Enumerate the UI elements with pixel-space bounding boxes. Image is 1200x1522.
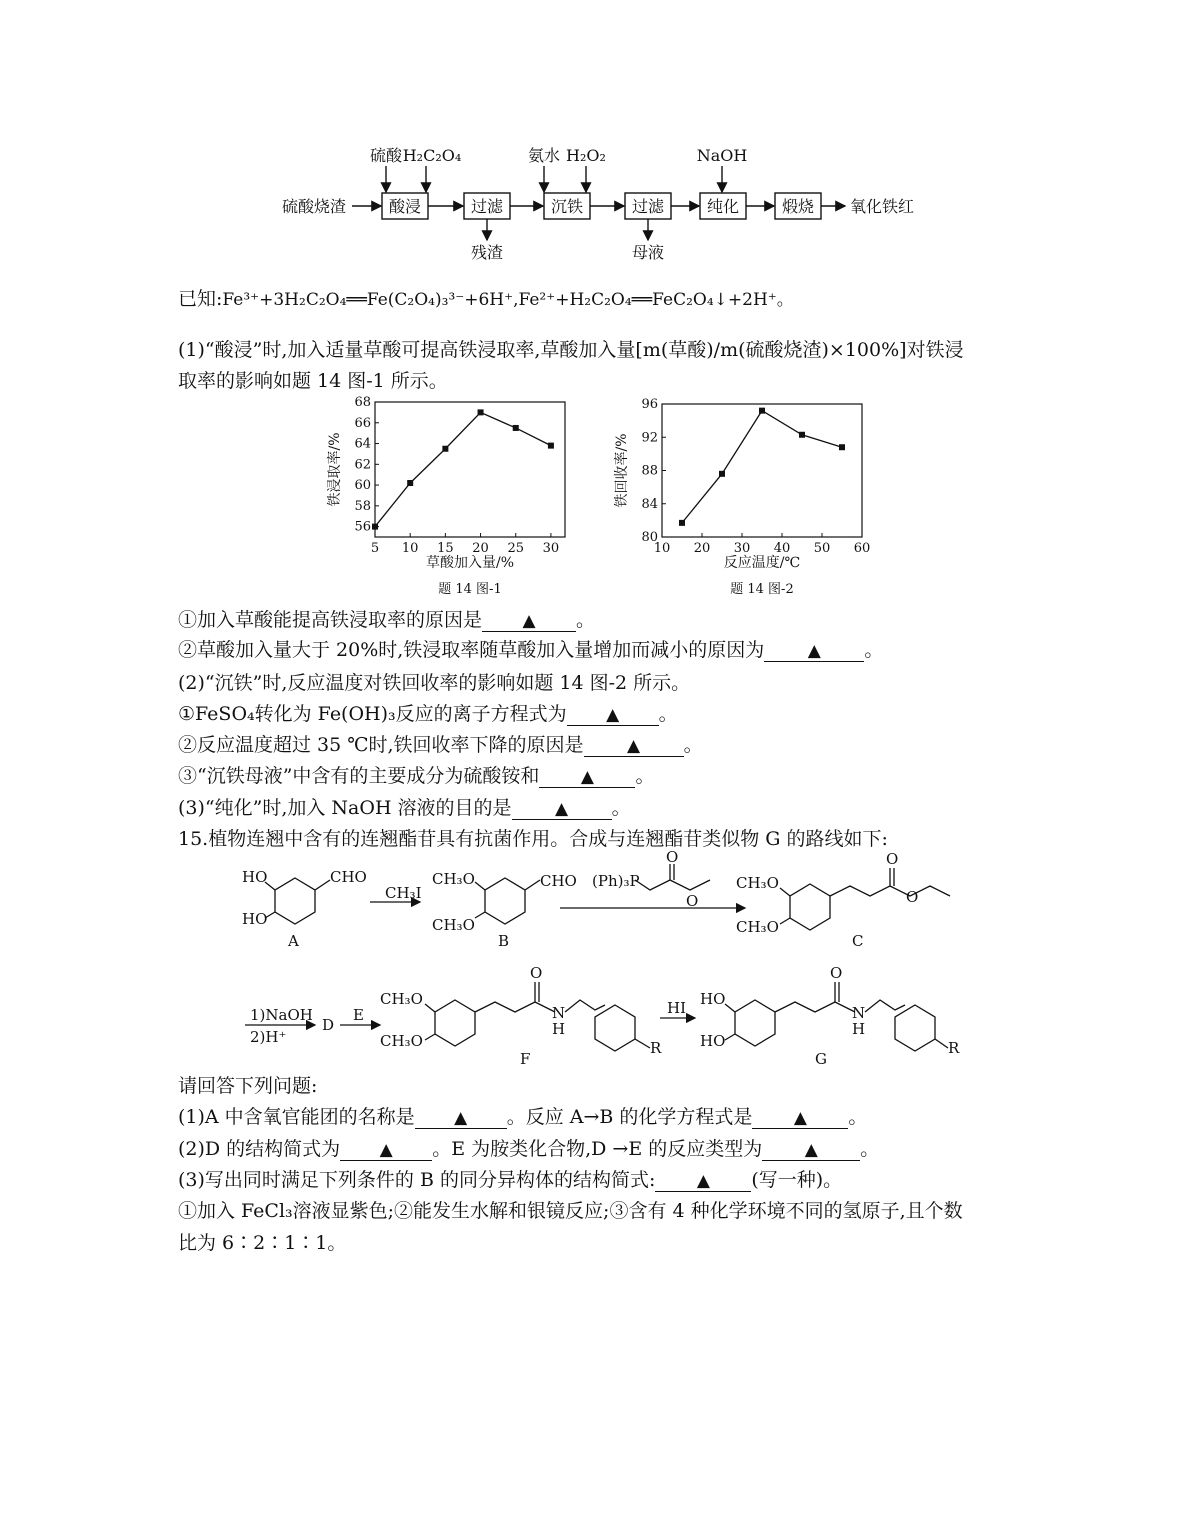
input-h2o2: H₂O₂: [566, 146, 606, 165]
input-ammonia: 氨水: [527, 146, 561, 165]
answer-blank[interactable]: ▲: [584, 736, 684, 757]
y-tick-label: 68: [354, 395, 371, 410]
q15-3-text: (3)写出同时满足下列条件的 B 的同分异构体的结构简式:: [178, 1169, 656, 1191]
data-point: [442, 446, 448, 452]
plot-frame: [375, 402, 565, 537]
a-ho-1: HO: [242, 868, 268, 886]
f-meo-1: CH₃O: [380, 990, 423, 1008]
data-point: [372, 524, 378, 530]
q1-sub1-text: ①加入草酸能提高铁浸取率的原因是: [178, 609, 483, 631]
y-tick-label: 92: [641, 430, 658, 446]
label-d: D: [322, 1016, 335, 1034]
f-h: H: [552, 1020, 566, 1038]
reagent-hi: HI: [667, 999, 687, 1017]
y-axis-label: 铁浸取率/%: [327, 432, 343, 507]
chart-caption: 题 14 图-2: [730, 582, 794, 597]
reagent-naoh: 1)NaOH: [250, 1006, 313, 1024]
data-point: [679, 520, 685, 526]
y-tick-label: 58: [354, 498, 371, 514]
q2-sub2: [178, 732, 703, 758]
answer-blank[interactable]: ▲: [415, 1108, 507, 1129]
plot-frame: [662, 404, 862, 537]
period: 。: [576, 609, 596, 631]
flow-end: 氧化铁红: [850, 197, 915, 216]
c-meo-2: CH₃O: [736, 918, 779, 936]
c-o: O: [886, 850, 899, 868]
period: 。: [848, 1106, 868, 1128]
b-meo-1: CH₃O: [432, 870, 475, 888]
f-o: O: [530, 964, 543, 982]
q15-1: [178, 1104, 867, 1130]
box-calcine: 煅烧: [781, 197, 815, 216]
q2-sub3-text: ③“沉铁母液”中含有的主要成分为硫酸铵和: [178, 765, 540, 787]
q15-1b-text: 反应 A→B 的化学方程式是: [525, 1106, 753, 1128]
reagent-e: E: [353, 1006, 364, 1024]
q1-sub2-text: ②草酸加入量大于 20%时,铁浸取率随草酸加入量增加而减小的原因为: [178, 639, 765, 661]
period: 。: [635, 765, 655, 787]
synthesis-scheme: [230, 850, 990, 1075]
x-tick-label: 30: [733, 541, 751, 556]
q15-2b-text: E 为胺类化合物,D →E 的反应类型为: [451, 1138, 763, 1160]
data-point: [407, 480, 413, 486]
known-equations: [178, 286, 794, 313]
data-point: [839, 444, 845, 450]
x-tick-label: 50: [813, 541, 831, 556]
chart-temp-recovery: [612, 392, 882, 602]
data-point: [759, 408, 765, 414]
q2: (2)“沉铁”时,反应温度对铁回收率的影响如题 14 图-2 所示。: [178, 672, 691, 694]
q1-line1: (1)“酸浸”时,加入适量草酸可提高铁浸取率,草酸加入量[m(草酸)/m(硫酸烧渣)×100%]对铁浸: [178, 339, 964, 361]
g-h: H: [852, 1020, 866, 1038]
q2-sub3: [178, 763, 654, 789]
input-sulfuric: 硫酸: [369, 146, 403, 165]
y-tick-label: 96: [641, 397, 658, 412]
period: 。: [432, 1138, 452, 1160]
y-tick-label: 88: [641, 463, 658, 479]
output-residue: 残渣: [470, 243, 504, 262]
answer-blank[interactable]: ▲: [762, 1140, 860, 1161]
q3: [178, 795, 631, 821]
q2-sub1: [178, 701, 678, 727]
conditions-line1: ①加入 FeCl₃溶液显紫色;②能发生水解和银镜反应;③含有 4 种化学环境不同的氢原子,且个数: [178, 1200, 963, 1222]
x-tick-label: 60: [853, 541, 871, 556]
process-flow-diagram: [270, 140, 950, 270]
output-mother: 母液: [631, 243, 665, 262]
a-ho-2: HO: [242, 910, 268, 928]
label-c: C: [852, 932, 864, 950]
label-g: G: [815, 1050, 827, 1068]
series-line: [682, 411, 842, 523]
data-point: [799, 432, 805, 438]
label-a: A: [288, 932, 299, 950]
label-f: F: [520, 1050, 531, 1068]
label-b: B: [498, 932, 510, 950]
box-purify: 纯化: [706, 197, 740, 216]
x-tick-label: 10: [653, 541, 671, 556]
b-cho: CHO: [540, 872, 577, 890]
input-naoh: NaOH: [696, 146, 748, 165]
x-tick-label: 25: [507, 541, 525, 556]
y-tick-label: 80: [641, 530, 658, 545]
period: 。: [683, 734, 703, 756]
series-line: [375, 412, 551, 526]
q15-3: [178, 1167, 842, 1193]
box-acid-leach: 酸浸: [388, 197, 422, 216]
x-tick-label: 20: [472, 541, 489, 556]
q2-sub1-text: ①FeSO₄转化为 Fe(OH)₃反应的离子方程式为: [178, 703, 567, 725]
reagent-ch3i: CH₃I: [385, 884, 422, 902]
x-axis-label: 反应温度/℃: [723, 555, 801, 571]
wittig-o2: O: [686, 892, 699, 910]
b-meo-2: CH₃O: [432, 916, 475, 934]
known-eq: Fe³⁺+3H₂C₂O₄══Fe(C₂O₄)₃³⁻+6H⁺,Fe²⁺+H₂C₂O₄══FeC₂O₄↓+2H⁺。: [222, 290, 794, 310]
box-precipitate: 沉铁: [550, 197, 584, 216]
x-tick-label: 20: [693, 541, 711, 556]
data-point: [719, 471, 725, 477]
answer-blank[interactable]: ▲: [764, 641, 864, 662]
ask: 请回答下列问题:: [178, 1075, 318, 1097]
q15-1-text: (1)A 中含氧官能团的名称是: [178, 1106, 415, 1128]
period: 。: [860, 1138, 880, 1160]
q3-text: (3)“纯化”时,加入 NaOH 溶液的目的是: [178, 797, 512, 819]
x-tick-label: 5: [370, 541, 380, 556]
answer-blank[interactable]: ▲: [567, 705, 659, 726]
x-tick-label: 40: [773, 541, 791, 556]
x-tick-label: 15: [437, 541, 454, 556]
q15-3-tail: (写一种)。: [751, 1169, 843, 1191]
x-axis-label: 草酸加入量/%: [425, 555, 515, 571]
flow-start: 硫酸烧渣: [282, 197, 347, 216]
data-point: [478, 409, 484, 415]
f-r: R: [650, 1039, 662, 1057]
answer-blank[interactable]: ▲: [512, 799, 612, 820]
q1-sub1: [178, 607, 595, 633]
y-tick-label: 64: [354, 436, 371, 452]
answer-blank[interactable]: ▲: [539, 767, 635, 788]
g-ho-2: HO: [700, 1032, 726, 1050]
wittig-o: O: [666, 850, 679, 866]
c-meo-1: CH₃O: [736, 874, 779, 892]
g-ho-1: HO: [700, 990, 726, 1008]
g-n: N: [852, 1004, 866, 1022]
reagent-hplus: 2)H⁺: [250, 1028, 287, 1046]
chart-oxalic-leach: [320, 392, 580, 602]
conditions-line2: 比为 6∶2∶1∶1。: [178, 1232, 347, 1254]
answer-blank[interactable]: ▲: [655, 1171, 751, 1192]
period: 。: [864, 639, 884, 661]
y-tick-label: 84: [641, 496, 658, 512]
data-point: [513, 425, 519, 431]
answer-blank[interactable]: ▲: [752, 1108, 848, 1129]
q15-2-text: (2)D 的结构简式为: [178, 1138, 341, 1160]
box-filter-1: 过滤: [470, 197, 504, 216]
g-r: R: [948, 1039, 960, 1057]
f-n: N: [552, 1004, 566, 1022]
q1-line2: 取率的影响如题 14 图-1 所示。: [178, 370, 448, 392]
x-tick-label: 30: [542, 541, 560, 556]
chart-caption: 题 14 图-1: [438, 582, 502, 597]
answer-blank[interactable]: ▲: [340, 1140, 432, 1161]
reagent-wittig: (Ph)₃P: [592, 872, 640, 890]
period: 。: [506, 1106, 526, 1128]
a-cho: CHO: [330, 868, 367, 886]
data-point: [548, 443, 554, 449]
q2-sub2-text: ②反应温度超过 35 ℃时,铁回收率下降的原因是: [178, 734, 584, 756]
f-meo-2: CH₃O: [380, 1032, 423, 1050]
box-filter-2: 过滤: [631, 197, 665, 216]
y-tick-label: 62: [354, 457, 371, 473]
y-axis-label: 铁回收率/%: [614, 433, 630, 508]
y-tick-label: 60: [354, 478, 371, 494]
q15-2: [178, 1136, 879, 1162]
c-o2: O: [906, 888, 919, 906]
y-tick-label: 56: [354, 519, 371, 535]
x-tick-label: 10: [401, 541, 419, 556]
answer-blank[interactable]: ▲: [482, 611, 576, 632]
g-o: O: [830, 964, 843, 982]
q1-sub2: [178, 637, 883, 663]
q15-intro: 15.植物连翘中含有的连翘酯苷具有抗菌作用。合成与连翘酯苷类似物 G 的路线如下:: [178, 828, 888, 850]
known-label: 已知:: [178, 288, 223, 310]
input-oxalic: H₂C₂O₄: [402, 146, 462, 165]
period: 。: [611, 797, 631, 819]
period: 。: [658, 703, 678, 725]
y-tick-label: 66: [354, 415, 371, 431]
